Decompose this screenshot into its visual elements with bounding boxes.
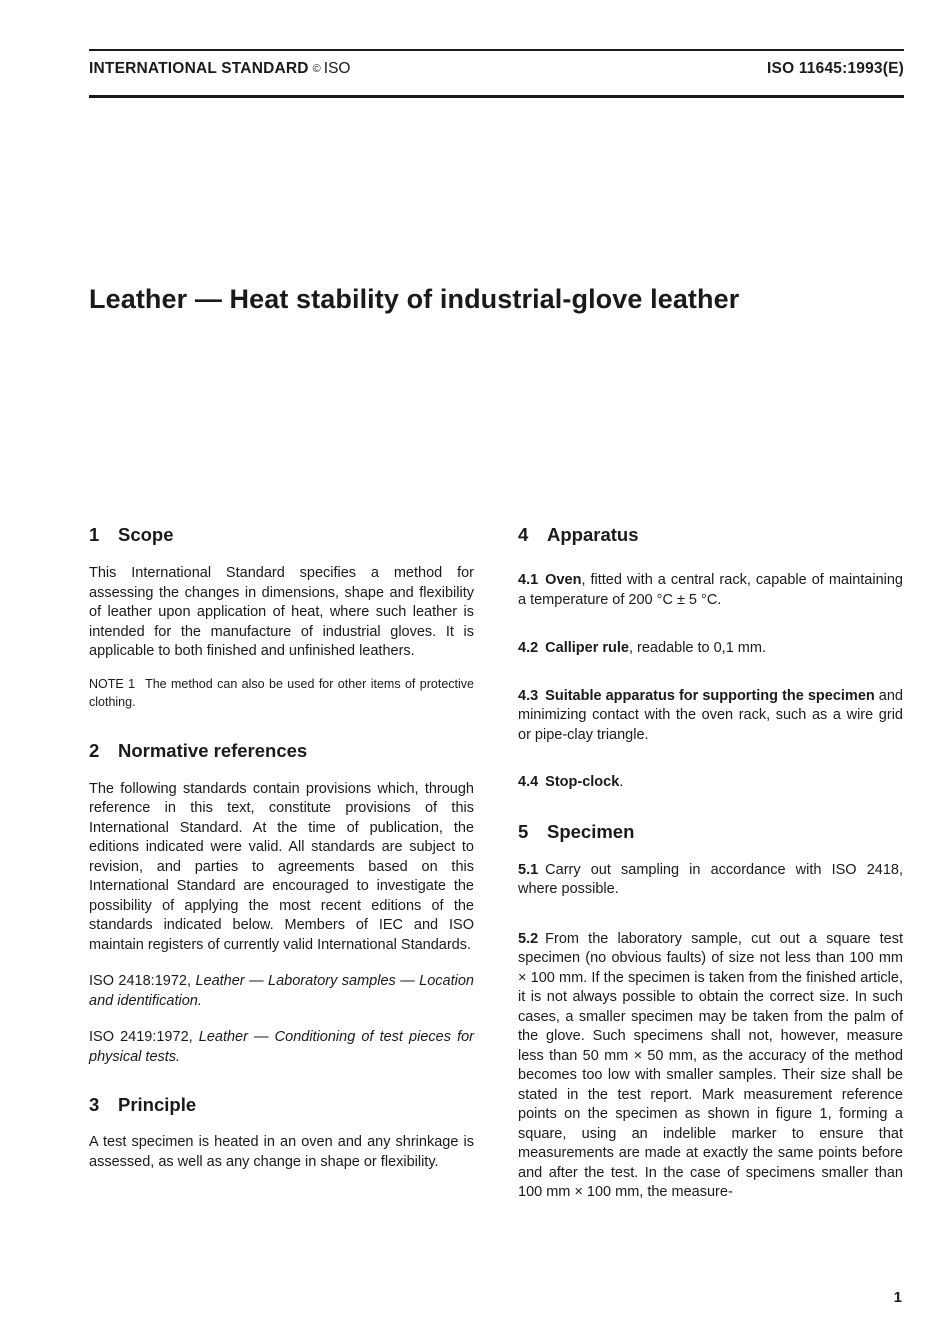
clause-term: Suitable apparatus for supporting the specimen [545,687,875,704]
section-principle [89,1092,474,1172]
reference-title: Leather — Conditioning of test pieces for physical tests. [89,1029,474,1065]
clause-number: 4.2 [518,640,539,656]
clause-text: From the laboratory sample, cut out a square test specimen (no obvious faults) of size not less than 100 mm × 100 mm. If the specimen is taken from the finished article, it is not always possible to obtain the correct size. In such cases, a smaller specimen may be taken from the palm of the glove. Such specimens shall not, however, measure less than 50 mm × 50 mm, as the accuracy of the method becomes too low with smaller samples. Their size shall be stated in the test report. Mark measurement reference points on the specimen as shown in figure 1, forming a square, using an indelible marker to ensure that measurements are made at exactly the same points before and after the test. In the case of specimens smaller than 100 mm × 100 mm, the measure- [518,930,903,1200]
section-apparatus [518,522,903,793]
section-number: 2 [89,739,100,761]
clause-text: Carry out sampling in accordance with ISO 2418, where possible. [518,861,903,897]
section-normative-references [89,738,474,1068]
clause-5-2 [518,930,903,1203]
section-title: Principle [118,1094,197,1115]
document-title: Leather — Heat stability of industrial-glove leather [89,284,740,314]
clause-4-1 [518,571,903,610]
copyright-symbol: © [312,63,321,75]
section-title: Specimen [547,820,635,842]
clause-4-2 [518,639,903,659]
clause-term: Oven [545,572,582,588]
note-text: The method can also be used for other items of protective clothing. [89,676,474,709]
clause-number: 4.4 [518,774,539,790]
clause-number: 4.1 [518,572,539,588]
section-title: Apparatus [547,524,639,545]
section-number: 3 [89,1094,100,1115]
clause-number: 5.2 [518,930,539,947]
reference-code: ISO 2418:1972, [89,973,191,989]
running-header [89,60,904,86]
section-heading [89,522,474,548]
clause-text: . [619,774,624,790]
clause-5-1 [518,861,903,900]
scope-text: This International Standard specifies a method for assessing the changes in dimensions, shape and flexibility of leather upon application of heat, where such leather is intended for the manufacture of industrial gloves. It is applicable to both finished and unfinished leathers. [89,565,474,659]
clause-text: and minimizing contact with the oven rack, such as a wire grid or pipe-clay triangle. [518,687,903,743]
left-column [89,522,474,1172]
reference-code: ISO 2419:1972, [89,1029,193,1045]
clause-text: , readable to 0,1 mm. [628,640,766,656]
clause-4-4 [518,773,903,793]
reference-item [89,972,474,1011]
header-standard-type: INTERNATIONAL STANDARD [89,60,309,77]
clause-number: 4.3 [518,687,539,704]
right-column [518,522,903,1203]
reference-item [89,1028,474,1067]
page-number: 1 [893,1289,902,1306]
header-bottom-rule [89,95,904,98]
normative-text: The following standards contain provisions which, through reference in this text, constitute provisions of this International Standard. At the time of publication, the editions indicated were valid. All standards are subject to revision, and parties to agreements based on this International Standard are encouraged to investigate the possibility of applying the most recent editions of the standards indicated below. Members of IEC and ISO maintain registers of currently valid International Standards. [89,780,474,953]
principle-text: A test specimen is heated in an oven and any shrinkage is assessed, as well as any change in shape or flexibility. [89,1134,474,1170]
section-title: Normative references [118,739,308,761]
section-heading [518,522,903,548]
section-title: Scope [118,524,174,545]
section-number: 5 [518,820,529,842]
section-number: 1 [89,524,100,545]
section-heading [89,738,474,764]
header-org: ISO [323,60,351,77]
section-scope [89,522,474,711]
clause-number: 5.1 [518,861,539,878]
clause-term: Calliper rule [545,640,629,656]
section-heading [518,819,903,845]
clause-text: , fitted with a central rack, capable of maintaining a temperature of 200 °C ± 5 °C. [518,572,903,608]
section-number: 4 [518,524,529,545]
clause-term: Stop-clock [545,774,620,790]
note-1 [89,675,474,711]
header-left [89,60,350,78]
section-specimen [518,819,903,1203]
clause-4-3 [518,687,903,746]
header-top-rule [89,49,904,51]
header-standard-number: ISO 11645:1993(E) [767,60,904,77]
note-label: NOTE 1 [89,676,136,691]
reference-title: Leather — Laboratory samples — Location and identification. [89,973,474,1009]
section-heading [89,1092,474,1118]
